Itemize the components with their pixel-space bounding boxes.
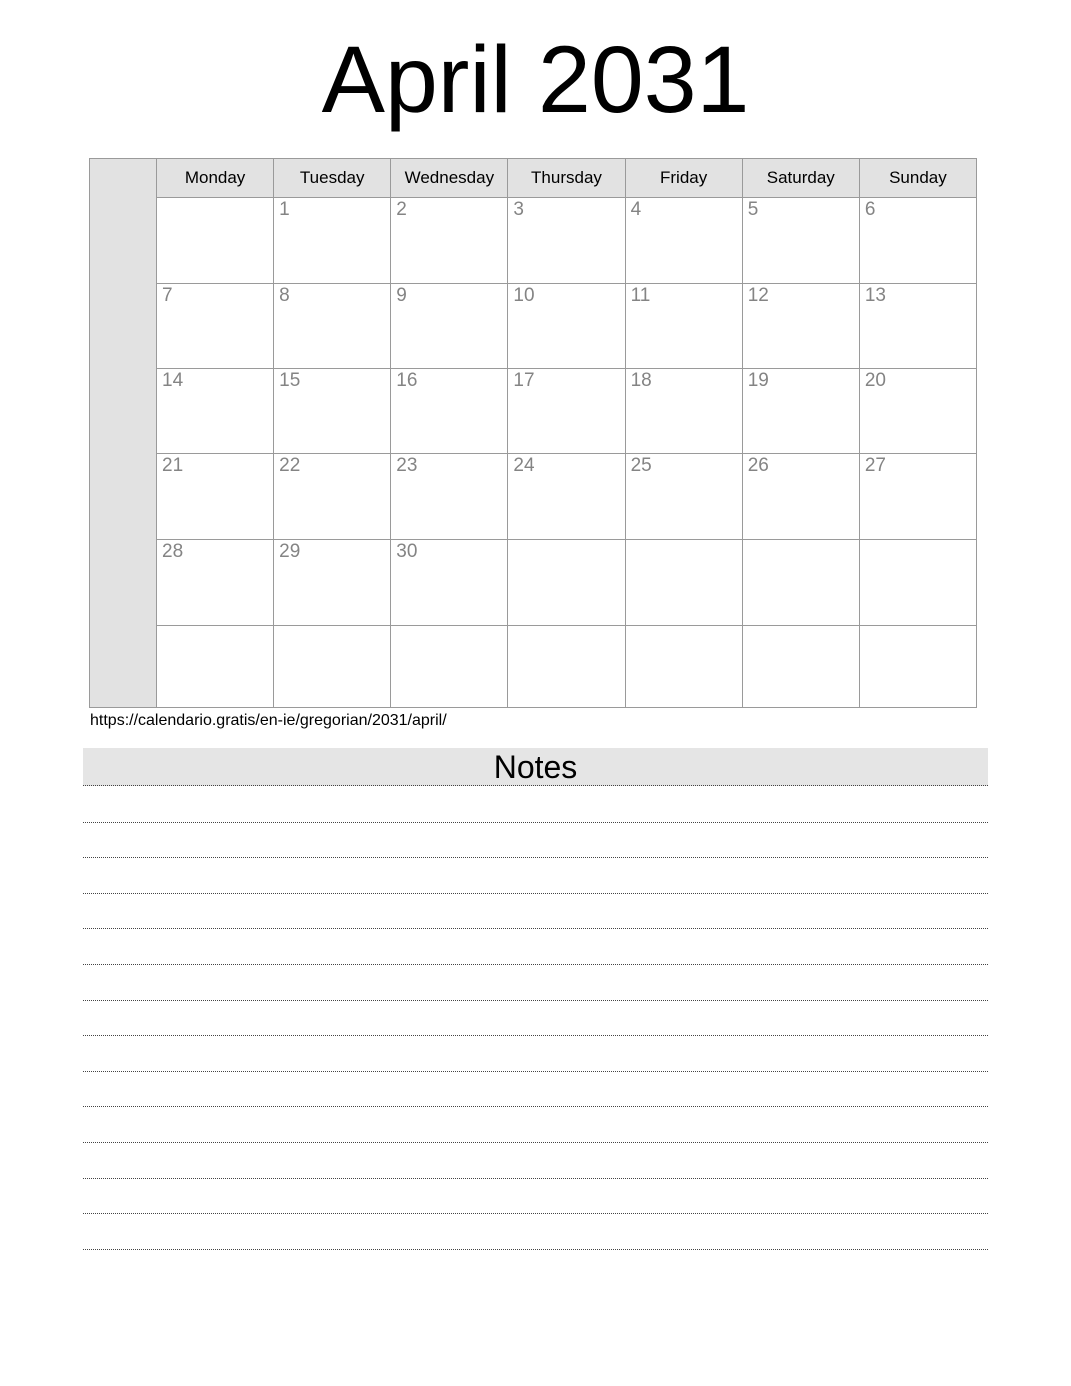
day-cell — [157, 198, 274, 284]
day-cell: 22 — [274, 454, 391, 540]
note-line — [83, 1001, 988, 1037]
day-cell — [391, 626, 508, 708]
calendar-week-row — [90, 454, 977, 540]
note-line — [83, 858, 988, 894]
day-cell: 14 — [157, 369, 274, 454]
day-cell: 30 — [391, 540, 508, 626]
day-cell: 21 — [157, 454, 274, 540]
calendar-table — [89, 158, 977, 708]
note-line — [83, 1036, 988, 1072]
day-cell — [157, 626, 274, 708]
day-cell: 20 — [859, 369, 976, 454]
day-cell: 4 — [625, 198, 742, 284]
day-cell: 26 — [742, 454, 859, 540]
calendar-header-row — [90, 159, 977, 198]
day-cell — [742, 540, 859, 626]
note-line — [83, 1072, 988, 1108]
day-cell: 9 — [391, 284, 508, 369]
day-cell: 23 — [391, 454, 508, 540]
day-cell: 10 — [508, 284, 625, 369]
notes-header-bar — [83, 748, 988, 786]
note-line — [83, 965, 988, 1001]
day-header-thursday: Thursday — [508, 159, 625, 198]
day-cell: 13 — [859, 284, 976, 369]
day-cell: 29 — [274, 540, 391, 626]
day-cell: 5 — [742, 198, 859, 284]
day-header-wednesday: Wednesday — [391, 159, 508, 198]
note-line — [83, 1214, 988, 1250]
day-cell: 2 — [391, 198, 508, 284]
day-cell: 11 — [625, 284, 742, 369]
calendar-week-row — [90, 198, 977, 284]
day-cell: 16 — [391, 369, 508, 454]
calendar-week-row — [90, 540, 977, 626]
day-cell: 7 — [157, 284, 274, 369]
day-cell — [859, 626, 976, 708]
day-cell: 6 — [859, 198, 976, 284]
day-cell — [508, 626, 625, 708]
day-cell — [859, 540, 976, 626]
day-cell — [742, 626, 859, 708]
calendar-week-row — [90, 284, 977, 369]
day-cell: 1 — [274, 198, 391, 284]
calendar-week-gutter — [90, 159, 157, 708]
day-cell: 3 — [508, 198, 625, 284]
note-line — [83, 929, 988, 965]
page-title: April 2031 — [321, 27, 750, 133]
day-cell: 15 — [274, 369, 391, 454]
note-line — [83, 1179, 988, 1215]
note-line — [83, 1107, 988, 1143]
day-cell — [625, 540, 742, 626]
calendar-week-row — [90, 369, 977, 454]
day-cell: 28 — [157, 540, 274, 626]
note-line — [83, 1143, 988, 1179]
day-cell: 8 — [274, 284, 391, 369]
note-line — [83, 823, 988, 859]
day-cell — [508, 540, 625, 626]
day-cell: 12 — [742, 284, 859, 369]
notes-title: Notes — [493, 749, 578, 785]
day-cell: 18 — [625, 369, 742, 454]
day-header-sunday: Sunday — [859, 159, 976, 198]
day-header-tuesday: Tuesday — [274, 159, 391, 198]
source-url-text: https://calendario.gratis/en-ie/gregorian/2031/april/ — [90, 712, 447, 729]
note-line — [83, 787, 988, 823]
day-cell — [625, 626, 742, 708]
day-header-saturday: Saturday — [742, 159, 859, 198]
day-header-monday: Monday — [157, 159, 274, 198]
day-cell: 24 — [508, 454, 625, 540]
calendar-week-row — [90, 626, 977, 708]
notes-lines — [83, 787, 988, 1250]
day-cell: 17 — [508, 369, 625, 454]
note-line — [83, 894, 988, 930]
day-cell: 25 — [625, 454, 742, 540]
day-cell — [274, 626, 391, 708]
day-cell: 27 — [859, 454, 976, 540]
day-header-friday: Friday — [625, 159, 742, 198]
day-cell: 19 — [742, 369, 859, 454]
